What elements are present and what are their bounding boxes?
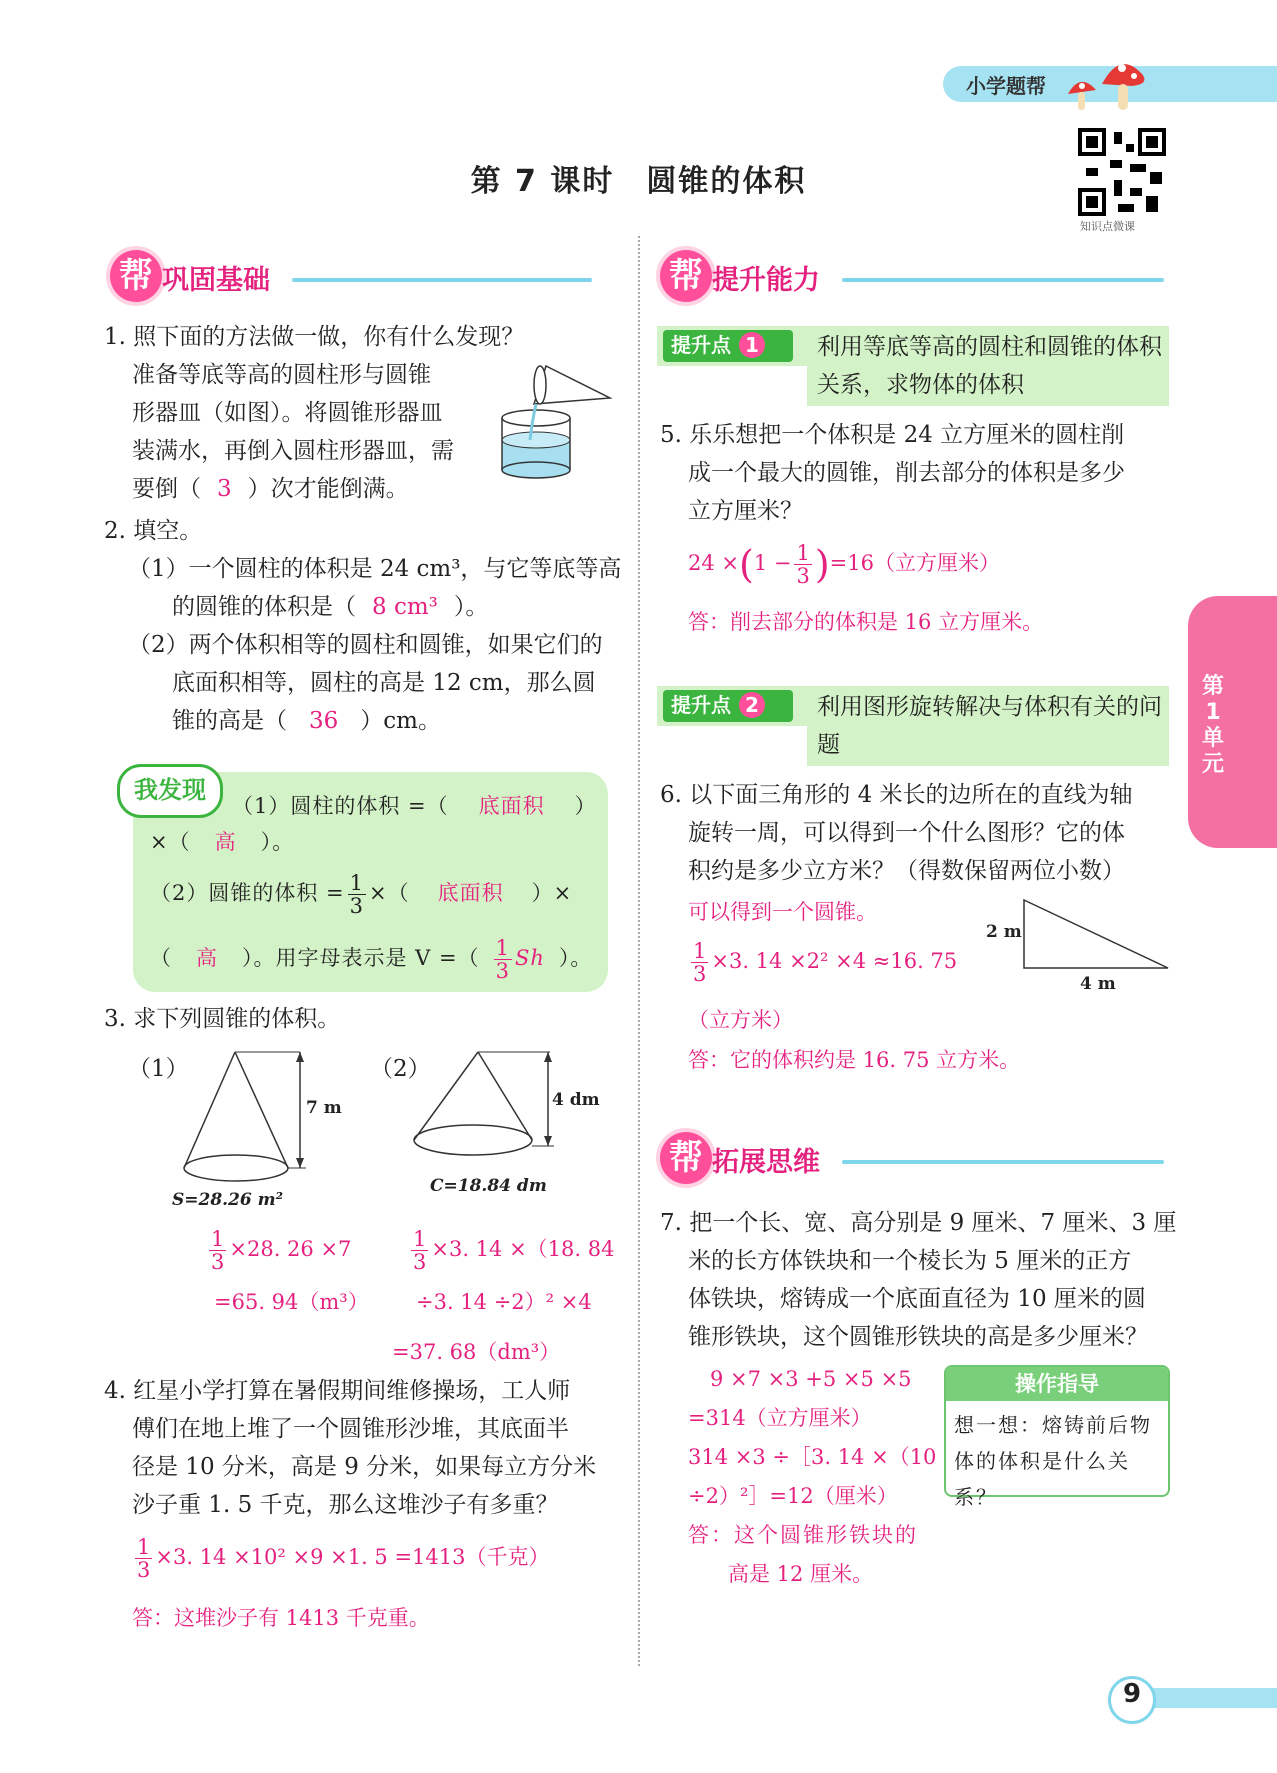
q2 — [104, 512, 624, 740]
section-extend-title: 拓展思维 — [712, 1147, 820, 1178]
q1-line: 装满水，再倒入圆柱形器皿，需 — [132, 438, 454, 464]
unit-tab-label: 第1单元 — [1202, 674, 1225, 777]
answer-blank: 底面积 — [437, 881, 504, 905]
answer-blank: 3 — [217, 476, 232, 502]
key-point-desc: 利用图形旋转解决与体积有关的问题 — [817, 694, 1162, 758]
q4-calc: $\frac{1}{3}$ ×3. 14 ×10² ×9 ×1. 5 =1413（千克） — [137, 1535, 550, 1582]
page-title: 第 7 课时 圆锥的体积 — [470, 164, 807, 199]
q5 — [660, 416, 1125, 530]
section-basic-title: 巩固基础 — [162, 265, 270, 296]
brand-label: 小学题帮 — [966, 74, 1046, 98]
q1-line: 准备等底等高的圆柱形与圆锥 — [132, 362, 431, 388]
q3-height-1: 7 m — [306, 1098, 342, 1118]
q4 — [104, 1372, 596, 1524]
unit-side-tab[interactable] — [1188, 596, 1277, 848]
q7-line: 锥形铁块，这个圆锥形铁块的高是多少厘米？ — [688, 1324, 1148, 1350]
q2-line: （2）两个体积相等的圆柱和圆锥，如果它们的 — [128, 632, 603, 658]
section-improve-title: 提升能力 — [712, 265, 820, 296]
q1-line: 形器皿（如图）。将圆锥形器皿 — [132, 400, 443, 426]
q3-label-2: （2） — [370, 1056, 431, 1082]
answer-blank: 底面积 — [478, 794, 545, 818]
q3-answer-2: $\frac{1}{3}$ ×3. 14 ×（18. 84 ÷3. 14 ÷2）² ×4 =37. 68（dm³） — [392, 1227, 615, 1364]
column-divider — [638, 236, 640, 1666]
q2-head: 2. 填空。 — [104, 518, 203, 544]
operation-guide — [944, 1365, 1170, 1509]
key-point-tag: 提升点 1 — [663, 330, 793, 362]
findings-line: （ 高 ）。用字母表示是 V =（ $\frac{1}{3}$ Sh ）。 — [150, 936, 593, 983]
section-extend — [660, 1132, 1170, 1192]
triangle-height-label: 2 m — [986, 922, 1022, 942]
key-point-desc: 利用等底等高的圆柱和圆锥的体积关系，求物体的体积 — [817, 334, 1162, 398]
mushroom-icon — [1062, 44, 1154, 116]
q3-height-2: 4 dm — [552, 1090, 600, 1110]
triangle-base-label: 4 m — [1080, 974, 1116, 994]
q7-line: 米的长方体铁块和一个棱长为 5 厘米的正方 — [688, 1248, 1132, 1274]
findings-line: ×（ 高 ）。 — [150, 830, 295, 854]
cone-figure-2 — [408, 1048, 558, 1158]
q6-calc: $\frac{1}{3}$ ×3. 14 ×2² ×4 ≈16. 75 — [693, 939, 958, 986]
cylinder-cone-illustration — [484, 362, 614, 482]
section-improve — [660, 250, 1170, 310]
q6-line: 积约是多少立方米？（得数保留两位小数） — [688, 858, 1125, 884]
q6-answer: 答：它的体积约是 16. 75 立方米。 — [688, 1048, 1021, 1072]
findings-line: （2）圆锥的体积 = $\frac{1}{3}$ ×（ 底面积 ）× — [150, 871, 573, 918]
page-number: 9 — [1108, 1676, 1156, 1724]
q5-answer: 答：削去部分的体积是 16 立方厘米。 — [688, 610, 1044, 634]
cone-figure-1 — [180, 1048, 310, 1188]
answer-blank: 36 — [309, 708, 339, 734]
findings-tag: 我发现 — [117, 764, 223, 818]
answer-blank: Sh — [515, 946, 545, 970]
section-line — [292, 278, 592, 282]
q6-line: 6. 以下面三角形的 4 米长的边所在的直线为轴 — [660, 782, 1133, 808]
answer-blank: 高 — [214, 830, 237, 854]
q2-line: （1）一个圆柱的体积是 24 cm³，与它等底等高 — [128, 556, 622, 582]
q4-line: 沙子重 1. 5 千克，那么这堆沙子有多重？ — [132, 1492, 559, 1518]
key-point-tag: 提升点 2 — [663, 690, 793, 722]
q4-line: 傅们在地上堆了一个圆锥形沙堆，其底面半 — [132, 1416, 569, 1442]
q7-line: 体铁块，熔铸成一个底面直径为 10 厘米的圆 — [688, 1286, 1146, 1312]
bang-badge: 帮 — [660, 1132, 712, 1184]
key-point-1 — [657, 326, 1169, 406]
q7-line: 7. 把一个长、宽、高分别是 9 厘米、7 厘米、3 厘 — [660, 1210, 1177, 1236]
q1-line: 1. 照下面的方法做一做，你有什么发现？ — [104, 324, 525, 350]
q3-base-2: C=18.84 dm — [430, 1176, 547, 1196]
section-basic — [110, 250, 610, 310]
findings-content — [150, 788, 600, 982]
findings-line: （1）圆柱的体积 =（ 底面积 ） — [232, 794, 597, 818]
q3-base-1: S=28.26 m² — [172, 1190, 284, 1210]
right-triangle-figure — [1020, 896, 1172, 972]
q3-head: 3. 求下列圆锥的体积。 — [104, 1006, 341, 1032]
q6 — [660, 776, 1133, 890]
answer-blank: 高 — [196, 946, 218, 970]
key-point-2 — [657, 686, 1169, 766]
section-line — [842, 278, 1164, 282]
q5-calc: 24 ×(1 − $\frac{1}{3}$ )=16（立方厘米） — [688, 541, 1000, 588]
answer-blank: 8 cm³ — [372, 594, 438, 620]
q3-answer-1: $\frac{1}{3}$ ×28. 26 ×7 =65. 94（m³） — [211, 1227, 369, 1314]
q1 — [104, 318, 524, 508]
bang-badge: 帮 — [660, 250, 712, 302]
q3-label-1: （1） — [128, 1056, 189, 1082]
q4-line: 径是 10 分米，高是 9 分米，如果每立方分米 — [132, 1454, 597, 1480]
qr-caption: 知识点微课 — [1080, 220, 1135, 233]
q2-line: 底面积相等，圆柱的高是 12 cm，那么圆 — [172, 670, 596, 696]
q4-line: 4. 红星小学打算在暑假期间维修操场，工人师 — [104, 1378, 571, 1404]
guide-title: 操作指导 — [946, 1367, 1168, 1401]
q5-line: 5. 乐乐想把一个体积是 24 立方厘米的圆柱削 — [660, 422, 1125, 448]
section-line — [842, 1160, 1164, 1164]
q1-line: 要倒（ 3 ）次才能倒满。 — [132, 476, 409, 502]
q4-answer: 答：这堆沙子有 1413 千克重。 — [132, 1606, 430, 1630]
q6-unit: （立方米） — [688, 1008, 793, 1032]
qr-code-icon[interactable] — [1078, 128, 1166, 216]
q7-calc: 9 ×7 ×3 +5 ×5 ×5 =314（立方厘米） 314 ×3 ÷［3. 14 ×（10 ÷2）²］=12（厘米） 答：这个圆锥形铁块的 高是 12 厘米。 — [688, 1367, 937, 1586]
q6-line: 旋转一周，可以得到一个什么图形？它的体 — [688, 820, 1125, 846]
guide-body: 想一想：熔铸前后物 体的体积是什么关系？ — [954, 1413, 1152, 1509]
bang-badge: 帮 — [110, 250, 162, 302]
q7 — [660, 1204, 1176, 1356]
q5-line: 成一个最大的圆锥，削去部分的体积是多少 — [688, 460, 1125, 486]
q2-line: 锥的高是（ 36 ）cm。 — [172, 708, 441, 734]
q5-line: 立方厘米？ — [688, 498, 803, 524]
q6-answer-shape: 可以得到一个圆锥。 — [688, 900, 877, 924]
q2-line: 的圆锥的体积是（ 8 cm³ ）。 — [172, 594, 489, 620]
